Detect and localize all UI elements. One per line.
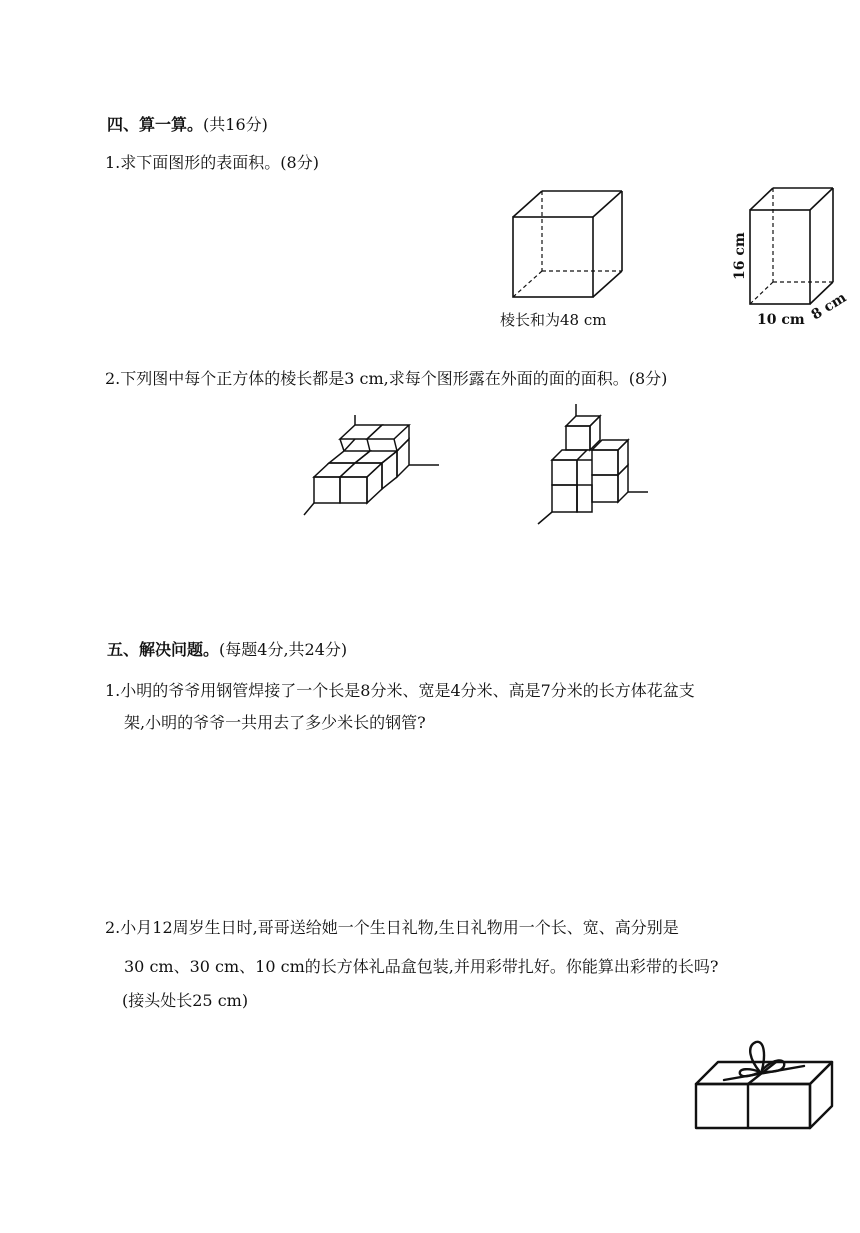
question-5-2-line-1: 2.小月12周岁生日时,哥哥送给她一个生日礼物,生日礼物用一个长、宽、高分别是	[105, 918, 679, 937]
cube-figure	[490, 185, 650, 335]
section-4-heading	[107, 114, 268, 136]
section-4-points: (共16分)	[203, 115, 268, 134]
question-4-1: 1.求下面图形的表面积。(8分)	[105, 153, 319, 172]
question-4-2: 2.下列图中每个正方体的棱长都是3 cm,求每个图形露在外面的面的面积。(8分)	[105, 369, 668, 388]
question-5-1-line-2: 架,小明的爷爷一共用去了多少米长的钢管?	[124, 713, 426, 732]
section-4-title: 四、算一算。	[107, 115, 204, 134]
cuboid-figure	[725, 180, 855, 335]
cuboid-width-label: 8 cm	[808, 289, 850, 324]
question-5-1-line-1: 1.小明的爷爷用钢管焊接了一个长是8分米、宽是4分米、高是7分米的长方体花盆支	[105, 681, 695, 700]
section-5-points: (每题4分,共24分)	[219, 640, 348, 659]
cuboid-length-label: 10 cm	[757, 312, 805, 328]
question-5-2-line-3: (接头处长25 cm)	[122, 991, 249, 1010]
cube-edge-sum-label: 棱长和为48 cm	[500, 311, 607, 329]
cube-stack-figure-1	[300, 405, 445, 520]
question-5-2-line-2: 30 cm、30 cm、10 cm的长方体礼品盒包装,并用彩带扎好。你能算出彩带的长吗?	[124, 957, 719, 976]
section-5-heading	[107, 639, 347, 661]
section-5-title: 五、解决问题。	[107, 640, 220, 659]
gift-box-figure	[690, 1038, 840, 1138]
cuboid-height-label: 16 cm	[732, 232, 748, 280]
cube-stack-figure-2	[530, 400, 660, 530]
